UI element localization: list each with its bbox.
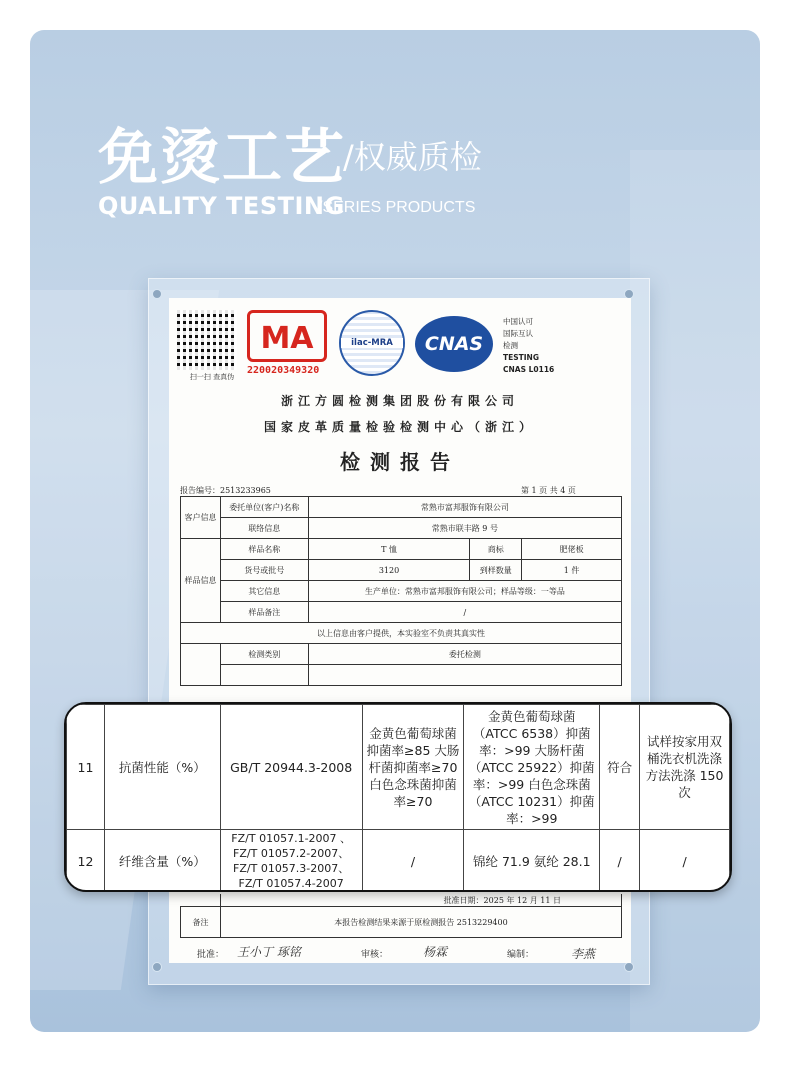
test-item: 抗菌性能（%） — [104, 705, 220, 830]
cnas-line: 中国认可 — [503, 317, 533, 326]
requirement: 金黄色葡萄球菌抑菌率≥85 大肠杆菌抑菌率≥70 白色念珠菌抑菌率≥70 — [362, 705, 464, 830]
ilac-mra-logo — [339, 310, 405, 376]
verdict: 符合 — [600, 705, 640, 830]
cma-logo-mark: MA — [247, 310, 327, 362]
test-item: 纤维含量（%） — [104, 830, 220, 893]
table-cell: 到样数量 — [470, 560, 522, 581]
remark: 试样按家用双桶洗衣机洗涤方法洗涤 150 次 — [640, 705, 730, 830]
table-cell: 商标 — [470, 539, 522, 560]
table-row — [67, 830, 730, 893]
table-cell — [181, 894, 221, 907]
table-cell: 3120 — [308, 560, 470, 581]
issuer-name: 浙江方圆检测集团股份有限公司 — [280, 394, 519, 408]
table-cell: 货号或批号 — [220, 560, 308, 581]
approval-date: 批准日期：2025 年 12 月 11 日 — [220, 894, 621, 907]
row-number: 11 — [67, 705, 105, 830]
remark: / — [640, 830, 730, 893]
test-result: 金黄色葡萄球菌（ATCC 6538）抑菌率：>99 大肠杆菌（ATCC 25922）抑菌率：>99 白色念珠菌（ATCC 10231）抑菌率：>99 — [464, 705, 600, 830]
approver-label: 批准： — [197, 950, 225, 960]
table-cell: 样品备注 — [220, 602, 308, 623]
table-cell: 其它信息 — [220, 581, 308, 602]
approver-signature: 王小丁 琢铭 — [237, 945, 301, 959]
test-standard: FZ/T 01057.1-2007 、FZ/T 01057.2-2007、FZ/T 01057.3-2007、FZ/T 01057.4-2007 — [220, 830, 362, 893]
cnas-line: 国际互认 — [503, 329, 533, 338]
table-cell — [308, 665, 621, 686]
table-cell: 常熟市联丰路 9 号 — [308, 518, 621, 539]
table-cell: T 恤 — [308, 539, 470, 560]
table-cell: 肥佬板 — [522, 539, 622, 560]
table-cell: 联络信息 — [220, 518, 308, 539]
table-cell — [220, 665, 308, 686]
table-cell: 1 件 — [522, 560, 622, 581]
headline-cn-sub: /权威质检 — [343, 138, 482, 176]
report-info-table — [180, 496, 622, 686]
table-cell — [181, 644, 221, 686]
cnas-line: 检测 — [503, 341, 518, 350]
cma-logo — [247, 310, 329, 376]
qr-code-pattern — [177, 310, 237, 370]
table-row — [67, 705, 730, 830]
table-cell: 样品信息 — [181, 539, 221, 623]
table-row — [181, 665, 622, 686]
report-number: 报告编号：2513233965 — [180, 486, 271, 495]
table-row — [181, 894, 622, 907]
table-row — [181, 518, 622, 539]
cnas-line: CNAS L0116 — [503, 365, 555, 374]
table-row — [181, 581, 622, 602]
test-result: 锦纶 71.9 氨纶 28.1 — [464, 830, 600, 893]
frame-pin-icon — [152, 289, 162, 299]
table-cell: 常熟市富邦服饰有限公司 — [308, 497, 621, 518]
magnified-results-callout — [64, 702, 732, 892]
document-title: 检测报告 — [340, 450, 460, 474]
report-footer-table — [180, 894, 622, 938]
frame-pin-icon — [152, 962, 162, 972]
table-cell: 以上信息由客户提供，本实验室不负责其真实性 — [181, 623, 622, 644]
qr-caption: 扫一扫 查真伪 — [189, 373, 235, 381]
table-row — [181, 497, 622, 518]
table-row — [181, 623, 622, 644]
table-cell: 本报告检测结果来源于原检测报告 2513229400 — [220, 907, 621, 938]
cnas-line: TESTING — [503, 353, 539, 362]
table-cell: 委托检测 — [308, 644, 621, 665]
table-cell: 委托单位(客户)名称 — [220, 497, 308, 518]
results-table — [66, 704, 730, 892]
cma-number: 220020349320 — [247, 365, 320, 376]
table-row — [181, 560, 622, 581]
requirement: / — [362, 830, 464, 893]
headline-en: QUALITY TESTING — [98, 192, 345, 220]
headline-en-sub: /SERIES PRODUCTS — [318, 199, 476, 216]
headline-cn: 免烫工艺 — [98, 123, 346, 193]
editor-label: 编制： — [507, 950, 535, 960]
test-standard: GB/T 20944.3-2008 — [220, 705, 362, 830]
table-row — [181, 907, 622, 938]
table-cell: 样品名称 — [220, 539, 308, 560]
table-cell: 客户信息 — [181, 497, 221, 539]
cnas-logo: CNAS — [415, 316, 493, 372]
frame-pin-icon — [624, 962, 634, 972]
ilac-mra-label: ilac-MRA — [341, 338, 403, 348]
reviewer-signature: 杨霖 — [423, 945, 448, 959]
cnas-accreditation — [503, 316, 554, 376]
page-indicator: 第 1 页 共 4 页 — [521, 486, 576, 495]
reviewer-label: 审核： — [361, 950, 389, 960]
table-row — [181, 539, 622, 560]
table-cell: 备注 — [181, 907, 221, 938]
verdict: / — [600, 830, 640, 893]
table-cell: 生产单位：常熟市富邦服饰有限公司；样品等级：一等品 — [308, 581, 621, 602]
table-row — [181, 602, 622, 623]
editor-signature: 李燕 — [571, 947, 596, 961]
issuer-center: 国家皮革质量检验检测中心（浙江） — [263, 420, 536, 434]
row-number: 12 — [67, 830, 105, 893]
table-cell: / — [308, 602, 621, 623]
table-cell: 检测类别 — [220, 644, 308, 665]
table-row — [181, 644, 622, 665]
